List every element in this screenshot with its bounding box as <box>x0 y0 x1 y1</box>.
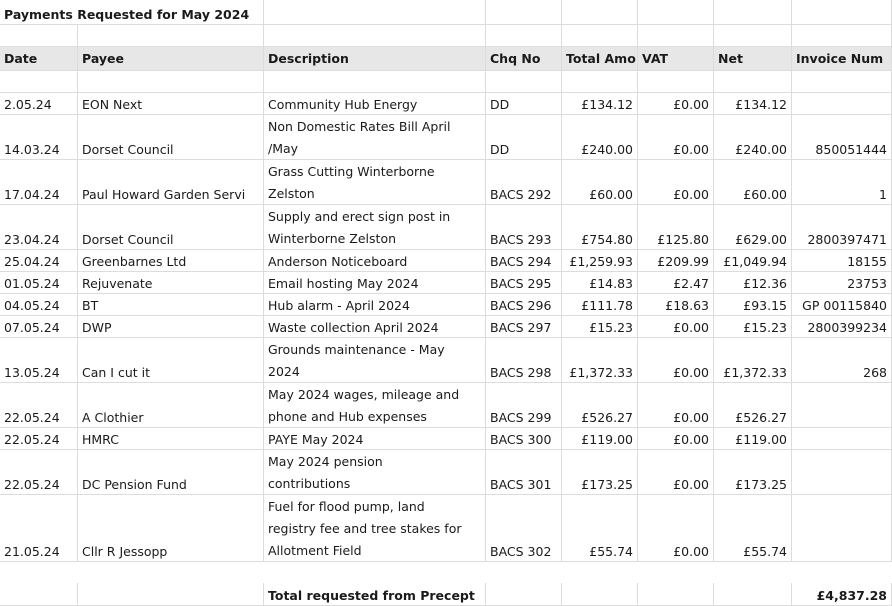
chq-no-cell[interactable]: BACS 295 <box>486 272 562 294</box>
net-cell[interactable]: £119.00 <box>714 428 792 450</box>
description-line: Community Hub Energy <box>268 97 418 112</box>
chq-no-cell[interactable]: BACS 298 <box>486 338 562 383</box>
description-cell[interactable] <box>264 495 486 562</box>
empty-cell[interactable] <box>486 0 562 25</box>
description-cell[interactable] <box>264 93 486 115</box>
empty-cell[interactable] <box>486 25 562 47</box>
header-chq-no[interactable]: Chq No <box>486 47 562 71</box>
table-row <box>0 450 892 495</box>
date-cell[interactable]: 25.04.24 <box>0 250 78 272</box>
invoice-cell[interactable]: 850051444 <box>792 115 892 160</box>
empty-cell[interactable] <box>264 25 486 47</box>
header-vat[interactable]: VAT <box>638 47 714 71</box>
vat-cell[interactable]: £209.99 <box>638 250 714 272</box>
description-line: contributions <box>268 476 351 491</box>
empty-cell[interactable] <box>562 25 638 47</box>
payee-cell[interactable]: A Clothier <box>78 383 264 428</box>
date-cell[interactable]: 22.05.24 <box>0 450 78 495</box>
total-cell[interactable]: £55.74 <box>562 495 638 562</box>
invoice-cell[interactable]: 1 <box>792 160 892 205</box>
description-line: registry fee and tree stakes for <box>268 521 462 536</box>
date-cell[interactable]: 07.05.24 <box>0 316 78 338</box>
net-cell[interactable]: £1,372.33 <box>714 338 792 383</box>
net-cell[interactable]: £55.74 <box>714 495 792 562</box>
payee-cell[interactable]: Dorset Council <box>78 205 264 250</box>
vat-cell[interactable]: £0.00 <box>638 450 714 495</box>
empty-cell[interactable] <box>792 25 892 47</box>
sheet-title: Payments Requested for May 2024 <box>4 7 250 22</box>
net-cell[interactable]: £629.00 <box>714 205 792 250</box>
description-line: May 2024 pension <box>268 454 383 469</box>
title-row <box>0 0 892 25</box>
header-total[interactable]: Total Amo <box>562 47 638 71</box>
description-line: phone and Hub expenses <box>268 409 427 424</box>
net-cell[interactable]: £134.12 <box>714 93 792 115</box>
total-cell[interactable]: £60.00 <box>562 160 638 205</box>
date-cell[interactable]: 17.04.24 <box>0 160 78 205</box>
date-cell[interactable]: 2.05.24 <box>0 93 78 115</box>
payee-cell[interactable]: EON Next <box>78 93 264 115</box>
description-line: PAYE May 2024 <box>268 432 364 447</box>
vat-cell[interactable]: £18.63 <box>638 294 714 316</box>
header-payee[interactable]: Payee <box>78 47 264 71</box>
empty-cell[interactable] <box>562 583 638 606</box>
vat-cell[interactable]: £0.00 <box>638 383 714 428</box>
chq-no-cell[interactable]: BACS 301 <box>486 450 562 495</box>
total-cell[interactable]: £111.78 <box>562 294 638 316</box>
date-cell[interactable]: 04.05.24 <box>0 294 78 316</box>
payee-cell[interactable]: DWP <box>78 316 264 338</box>
description-line: Grounds maintenance - May <box>268 342 445 357</box>
payee-cell[interactable]: Paul Howard Garden Servi <box>78 160 264 205</box>
net-cell[interactable]: £1,049.94 <box>714 250 792 272</box>
date-cell[interactable]: 13.05.24 <box>0 338 78 383</box>
total-cell[interactable]: £1,372.33 <box>562 338 638 383</box>
title-cell[interactable] <box>0 0 264 25</box>
description-line: /May <box>268 141 299 156</box>
chq-no-cell[interactable]: BACS 302 <box>486 495 562 562</box>
total-cell[interactable]: £754.80 <box>562 205 638 250</box>
invoice-cell[interactable]: GP 00115840 <box>792 294 892 316</box>
description-line: Hub alarm - April 2024 <box>268 298 410 313</box>
description-cell[interactable] <box>264 205 486 250</box>
description-cell[interactable] <box>264 160 486 205</box>
payee-cell[interactable]: Rejuvenate <box>78 272 264 294</box>
invoice-cell[interactable] <box>792 450 892 495</box>
vat-cell[interactable]: £0.00 <box>638 338 714 383</box>
table-row <box>0 160 892 205</box>
payee-cell[interactable]: Dorset Council <box>78 115 264 160</box>
empty-cell[interactable] <box>78 25 264 47</box>
description-line: Email hosting May 2024 <box>268 276 419 291</box>
payee-cell[interactable]: Greenbarnes Ltd <box>78 250 264 272</box>
payee-cell[interactable]: DC Pension Fund <box>78 450 264 495</box>
empty-cell[interactable] <box>714 25 792 47</box>
empty-cell[interactable] <box>0 25 78 47</box>
net-cell[interactable]: £93.15 <box>714 294 792 316</box>
empty-cell[interactable] <box>264 71 486 93</box>
payee-cell[interactable]: Can I cut it <box>78 338 264 383</box>
chq-no-cell[interactable]: BACS 293 <box>486 205 562 250</box>
net-cell[interactable]: £173.25 <box>714 450 792 495</box>
chq-no-cell[interactable]: BACS 296 <box>486 294 562 316</box>
empty-cell[interactable] <box>0 583 78 606</box>
description-line: Anderson Noticeboard <box>268 254 408 269</box>
description-cell[interactable] <box>264 294 486 316</box>
total-cell[interactable]: £173.25 <box>562 450 638 495</box>
table-row <box>0 115 892 160</box>
header-description[interactable]: Description <box>264 47 486 71</box>
date-cell[interactable]: 23.04.24 <box>0 205 78 250</box>
empty-cell[interactable] <box>486 583 562 606</box>
empty-cell[interactable] <box>638 25 714 47</box>
table-row <box>0 294 892 316</box>
invoice-cell[interactable] <box>792 495 892 562</box>
description-line: Supply and erect sign post in <box>268 209 451 224</box>
total-cell[interactable]: £119.00 <box>562 428 638 450</box>
table-row <box>0 272 892 294</box>
chq-no-cell[interactable]: BACS 292 <box>486 160 562 205</box>
total-cell[interactable]: £15.23 <box>562 316 638 338</box>
header-row <box>0 47 892 71</box>
table-row <box>0 316 892 338</box>
vat-cell[interactable]: £0.00 <box>638 428 714 450</box>
empty-cell[interactable] <box>562 71 638 93</box>
payee-cell[interactable]: HMRC <box>78 428 264 450</box>
description-cell[interactable] <box>264 250 486 272</box>
empty-cell[interactable] <box>638 71 714 93</box>
description-cell[interactable] <box>264 316 486 338</box>
empty-cell[interactable] <box>486 71 562 93</box>
empty-cell[interactable] <box>792 0 892 25</box>
total-cell[interactable]: £1,259.93 <box>562 250 638 272</box>
date-cell[interactable]: 01.05.24 <box>0 272 78 294</box>
chq-no-cell[interactable]: DD <box>486 115 562 160</box>
net-cell[interactable]: £240.00 <box>714 115 792 160</box>
chq-no-cell[interactable]: BACS 294 <box>486 250 562 272</box>
chq-no-cell[interactable]: BACS 300 <box>486 428 562 450</box>
table-row <box>0 383 892 428</box>
invoice-cell[interactable] <box>792 383 892 428</box>
table-row <box>0 495 892 562</box>
empty-cell[interactable] <box>78 583 264 606</box>
chq-no-cell[interactable]: BACS 297 <box>486 316 562 338</box>
vat-cell[interactable]: £0.00 <box>638 316 714 338</box>
empty-cell[interactable] <box>0 71 78 93</box>
total-row <box>0 583 892 606</box>
chq-no-cell[interactable]: DD <box>486 93 562 115</box>
vat-cell[interactable]: £0.00 <box>638 160 714 205</box>
blank-row <box>0 25 892 47</box>
empty-cell[interactable] <box>78 71 264 93</box>
header-invoice[interactable]: Invoice Num <box>792 47 892 71</box>
date-cell[interactable]: 21.05.24 <box>0 495 78 562</box>
description-cell[interactable] <box>264 383 486 428</box>
date-cell[interactable]: 22.05.24 <box>0 428 78 450</box>
invoice-cell[interactable] <box>792 428 892 450</box>
table-row <box>0 338 892 383</box>
description-line: Allotment Field <box>268 543 362 558</box>
empty-cell[interactable] <box>714 583 792 606</box>
description-line: Winterborne Zelston <box>268 231 397 246</box>
vat-cell[interactable]: £0.00 <box>638 115 714 160</box>
net-cell[interactable]: £15.23 <box>714 316 792 338</box>
header-date[interactable]: Date <box>0 47 78 71</box>
empty-cell[interactable] <box>714 71 792 93</box>
empty-cell[interactable] <box>264 0 486 25</box>
invoice-cell[interactable]: 18155 <box>792 250 892 272</box>
net-cell[interactable]: £12.36 <box>714 272 792 294</box>
total-label[interactable]: Total requested from Precept <box>264 583 486 606</box>
net-cell[interactable]: £526.27 <box>714 383 792 428</box>
description-line: Waste collection April 2024 <box>268 320 439 335</box>
vat-cell[interactable]: £125.80 <box>638 205 714 250</box>
header-net[interactable]: Net <box>714 47 792 71</box>
invoice-cell[interactable]: 2800397471 <box>792 205 892 250</box>
description-line: Fuel for flood pump, land <box>268 499 425 514</box>
description-line: Non Domestic Rates Bill April <box>268 119 451 134</box>
table-row <box>0 250 892 272</box>
vat-cell[interactable]: £0.00 <box>638 93 714 115</box>
blank-row <box>0 71 892 93</box>
description-cell[interactable] <box>264 115 486 160</box>
total-cell[interactable]: £134.12 <box>562 93 638 115</box>
vat-cell[interactable]: £2.47 <box>638 272 714 294</box>
net-cell[interactable]: £60.00 <box>714 160 792 205</box>
description-cell[interactable] <box>264 338 486 383</box>
invoice-cell[interactable] <box>792 93 892 115</box>
empty-cell[interactable] <box>792 71 892 93</box>
total-cell[interactable]: £526.27 <box>562 383 638 428</box>
payee-cell[interactable]: Cllr R Jessopp <box>78 495 264 562</box>
total-cell[interactable]: £240.00 <box>562 115 638 160</box>
empty-cell[interactable] <box>638 583 714 606</box>
table-row <box>0 205 892 250</box>
total-cell[interactable]: £14.83 <box>562 272 638 294</box>
vat-cell[interactable]: £0.00 <box>638 495 714 562</box>
table-row <box>0 428 892 450</box>
description-cell[interactable] <box>264 450 486 495</box>
description-line: May 2024 wages, mileage and <box>268 387 460 402</box>
empty-cell[interactable] <box>714 0 792 25</box>
date-cell[interactable]: 22.05.24 <box>0 383 78 428</box>
invoice-cell[interactable]: 268 <box>792 338 892 383</box>
description-line: Grass Cutting Winterborne <box>268 164 435 179</box>
invoice-cell[interactable]: 2800399234 <box>792 316 892 338</box>
empty-cell[interactable] <box>638 0 714 25</box>
payee-cell[interactable]: BT <box>78 294 264 316</box>
invoice-cell[interactable]: 23753 <box>792 272 892 294</box>
empty-cell[interactable] <box>562 0 638 25</box>
chq-no-cell[interactable]: BACS 299 <box>486 383 562 428</box>
description-line: Zelston <box>268 186 315 201</box>
table-row <box>0 93 892 115</box>
description-line: 2024 <box>268 364 300 379</box>
description-cell[interactable] <box>264 428 486 450</box>
total-value[interactable]: £4,837.28 <box>792 583 892 606</box>
date-cell[interactable]: 14.03.24 <box>0 115 78 160</box>
description-cell[interactable] <box>264 272 486 294</box>
